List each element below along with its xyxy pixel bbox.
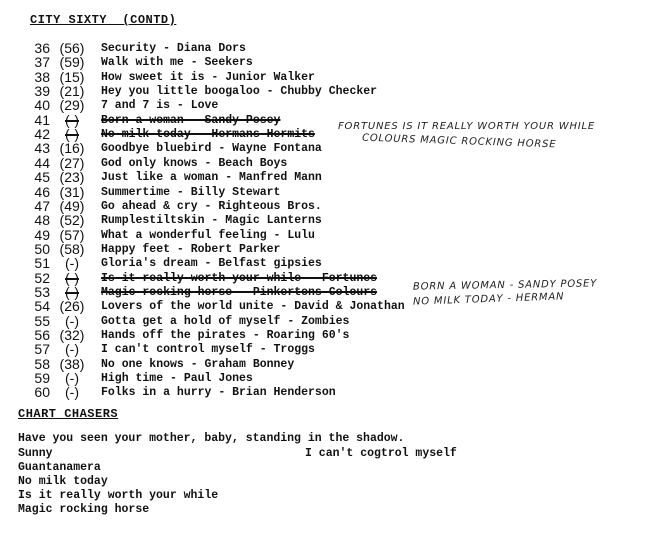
previous-position: (38) — [59, 355, 85, 372]
song-title: Gotta get a hold of myself - Zombies — [101, 314, 350, 328]
song-title: Walk with me - Seekers — [101, 56, 253, 70]
chaser-line: I can't cogtrol myself — [305, 447, 457, 460]
chart-position: 55 — [34, 312, 50, 329]
chart-position: 53 — [34, 283, 50, 300]
previous-position: (32) — [59, 327, 85, 343]
song-title: What a wonderful feeling - Lulu — [101, 228, 315, 242]
previous-position: (16) — [59, 140, 85, 157]
previous-position: (56) — [59, 40, 85, 56]
previous-position: (-) — [65, 255, 79, 272]
previous-position: (-) — [65, 312, 79, 329]
song-title: High time - Paul Jones — [101, 372, 253, 386]
song-title: Rumplestiltskin - Magic Lanterns — [101, 214, 322, 228]
chart-position: 56 — [34, 327, 50, 343]
song-title: Born a woman - Sandy Posey — [101, 113, 281, 127]
song-title: Is it really worth your while - Fortunes — [101, 271, 378, 285]
previous-position: (59) — [59, 54, 85, 71]
song-title: 7 and 7 is - Love — [101, 99, 219, 113]
chart-position: 48 — [34, 212, 50, 229]
previous-position: (-) — [65, 283, 79, 300]
song-title: Hey you little boogaloo - Chubby Checker — [101, 85, 378, 99]
chart-position: 45 — [34, 169, 50, 186]
song-title: Hands off the pirates - Roaring 60's — [101, 329, 350, 342]
song-title: Happy feet - Robert Parker — [101, 242, 281, 256]
previous-position: (58) — [59, 240, 85, 257]
chart-position: 38 — [34, 68, 50, 85]
page-heading: CITY SIXTY (CONTD) — [30, 13, 177, 27]
previous-position: (-) — [65, 126, 79, 143]
chart-position: 59 — [34, 370, 50, 387]
chaser-line: Is it really worth your while — [18, 489, 219, 502]
previous-position: (23) — [59, 169, 85, 186]
chart-chasers-heading: CHART CHASERS — [18, 407, 119, 421]
previous-position: (15) — [59, 68, 85, 85]
chart-position: 37 — [34, 54, 50, 71]
song-title: I can't control myself - Troggs — [101, 343, 315, 357]
chart-position: 39 — [34, 83, 50, 100]
song-title: Lovers of the world unite - David & Jonathan — [101, 300, 405, 314]
song-title: Magic rocking horse - Pinkertons Colours — [101, 285, 378, 299]
handwritten-note: FORTUNES IS IT REALLY WORTH YOUR WHILE — [338, 121, 596, 132]
handwritten-note: NO MILK TODAY - HERMAN — [412, 291, 565, 308]
song-title: Just like a woman - Manfred Mann — [101, 171, 322, 185]
previous-position: (-) — [65, 384, 79, 401]
chart-position: 54 — [34, 298, 50, 315]
chart-position: 42 — [34, 126, 50, 143]
chaser-line: Magic rocking horse — [18, 503, 150, 516]
previous-position: (-) — [65, 269, 79, 286]
chaser-line: Have you seen your mother, baby, standing in the shadow. — [18, 432, 405, 445]
chart-position: 60 — [34, 384, 50, 401]
song-title: No one knows - Graham Bonney — [101, 357, 295, 371]
song-title: How sweet it is - Junior Walker — [101, 70, 315, 84]
chart-position: 49 — [34, 226, 50, 243]
chart-position: 43 — [34, 140, 50, 157]
chart-position: 41 — [34, 111, 50, 128]
previous-position: (-) — [65, 370, 79, 387]
previous-position: (26) — [59, 298, 85, 315]
chart-position: 52 — [34, 269, 50, 286]
song-title: Goodbye bluebird - Wayne Fontana — [101, 142, 322, 156]
song-title: God only knows - Beach Boys — [101, 156, 288, 170]
previous-position: (52) — [59, 212, 85, 229]
chaser-line: Guantanamera — [18, 461, 101, 474]
chart-position: 50 — [34, 240, 50, 257]
handwritten-note: BORN A WOMAN - SANDY POSEY — [412, 278, 598, 293]
chart-position: 40 — [34, 97, 50, 114]
chart-position: 51 — [34, 255, 50, 272]
previous-position: (-) — [65, 111, 79, 128]
song-title: No milk today - Hermans Hermits — [101, 128, 315, 142]
previous-position: (57) — [59, 226, 85, 243]
chart-position: 46 — [34, 183, 50, 200]
song-title: Summertime - Billy Stewart — [101, 185, 281, 199]
chart-position: 58 — [34, 355, 50, 372]
previous-position: (31) — [59, 183, 85, 200]
chart-position: 47 — [34, 197, 50, 214]
song-title: Gloria's dream - Belfast gipsies — [101, 257, 322, 271]
previous-position: (29) — [59, 97, 85, 114]
chart-position: 44 — [34, 154, 50, 171]
chart-position: 36 — [34, 40, 50, 56]
previous-position: (27) — [59, 154, 85, 171]
previous-position: (-) — [65, 341, 79, 358]
previous-position: (21) — [59, 83, 85, 100]
chaser-line: No milk today — [18, 475, 108, 488]
chart-position: 57 — [34, 341, 50, 358]
song-title: Security - Diana Dors — [101, 42, 246, 55]
previous-position: (49) — [59, 197, 85, 214]
chaser-line: Sunny — [18, 447, 53, 460]
song-title: Folks in a hurry - Brian Henderson — [101, 386, 336, 400]
song-title: Go ahead & cry - Righteous Bros. — [101, 199, 322, 213]
handwritten-note: COLOURS MAGIC ROCKING HORSE — [361, 132, 557, 151]
